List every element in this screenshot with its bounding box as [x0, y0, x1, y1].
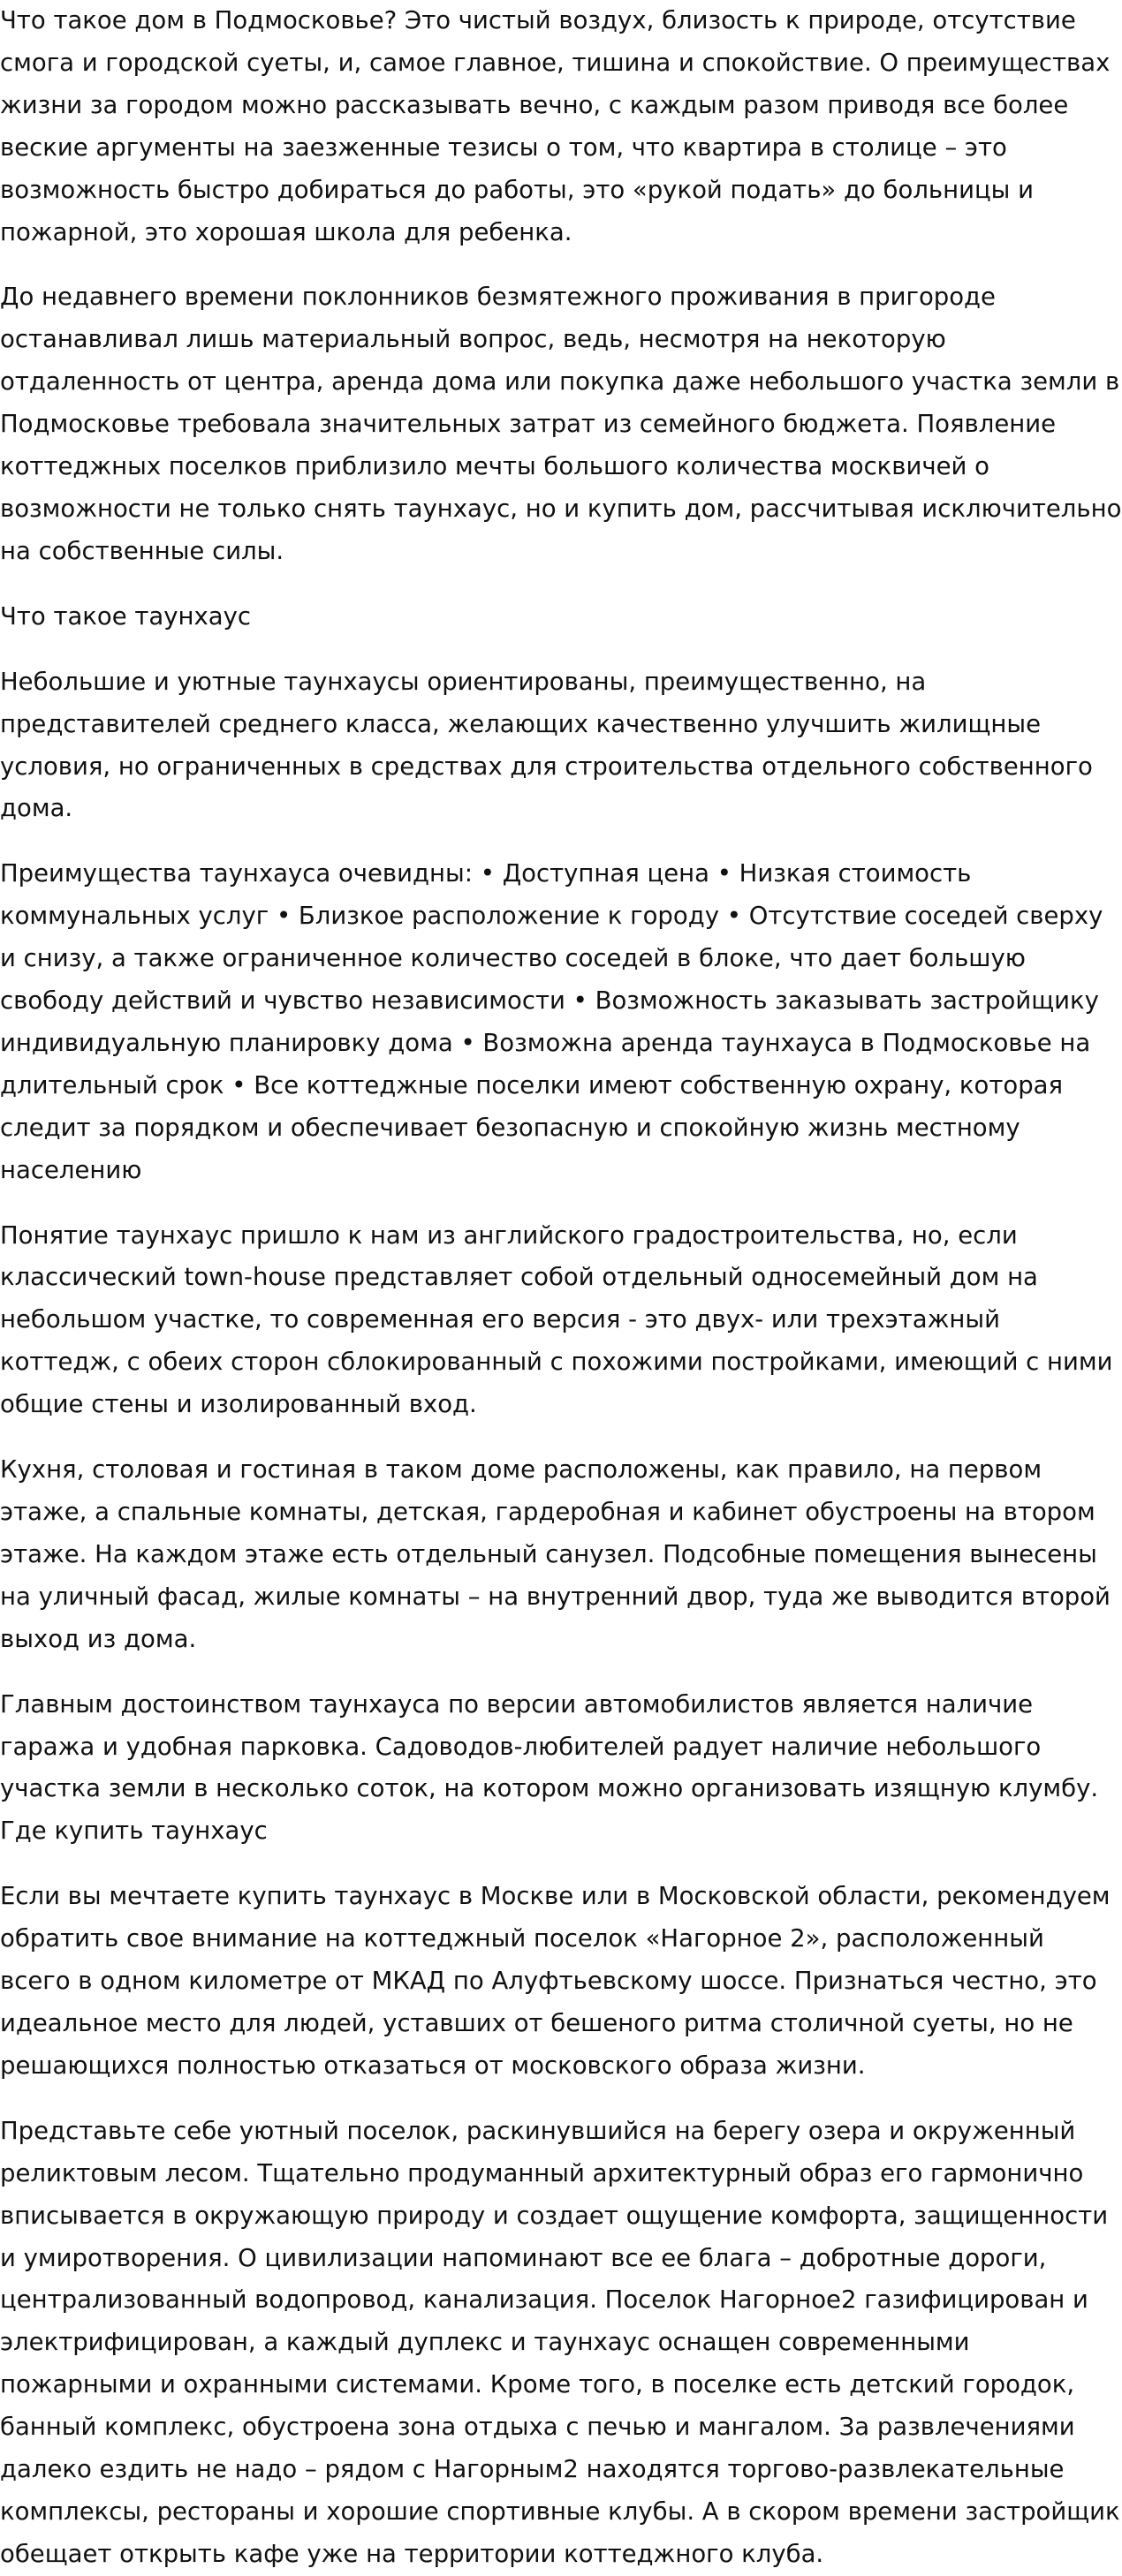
- paragraph-history: До недавнего времени поклонников безмятежного проживания в пригороде останавливал лишь материальный вопрос, ведь, несмотря на некоторую отдаленность от центра, аренда дома или покупка даже небольшого участка земли в Подмосковье требовала значительных затрат из семейного бюджета. Появление коттеджных поселков приблизило мечты большого количества москвичей о возможности не только снять таунхаус, но и купить дом, рассчитывая исключительно на собственные силы.: [0, 283, 1122, 565]
- paragraph-target-audience: Небольшие и уютные таунхаусы ориентированы, преимущественно, на представителей среднего класса, желающих качественно улучшить жилищные условия, но ограниченных в средствах для строительства отдельного собственного дома.: [0, 667, 1093, 823]
- paragraph-layout: Кухня, столовая и гостиная в таком доме расположены, как правило, на первом этаже, а спальные комнаты, детская, гардеробная и кабинет обустроены на втором этаже. На каждом этаже есть отдельный санузел. Подсобные помещения вынесены на уличный фасад, жилые комнаты – на внутренний двор, туда же выводится второй выход из дома.: [0, 1455, 1111, 1653]
- paragraph-intro: Что такое дом в Подмосковье? Это чистый воздух, близость к природе, отсутствие смога и городской суеты, и, самое главное, тишина и спокойствие. О преимуществах жизни за городом можно рассказывать вечно, с каждым разом приводя все более веские аргументы на заезженные тезисы о том, что квартира в столице – это возможность быстро добираться до работы, это «рукой подать» до больницы и пожарной, это хорошая школа для ребенка.: [0, 6, 1111, 246]
- paragraph-nagornoe: Если вы мечтаете купить таунхаус в Москве или в Московской области, рекомендуем обратить свое внимание на коттеджный поселок «Нагорное 2», расположенный всего в одном километре от МКАД по Алуфтьевскому шоссе. Признаться честно, это идеальное место для людей, уставших от бешеного ритма столичной суеты, но не решающихся полностью отказаться от московского образа жизни.: [0, 1882, 1111, 2080]
- paragraph-garage: Главным достоинством таунхауса по версии автомобилистов является наличие гаража и удобная парковка. Садоводов-любителей радует наличие небольшого участка земли в несколько соток, на котором можно организовать изящную клумбу. Где купить таунхаус: [0, 1689, 1099, 1846]
- paragraph-village-description: Представьте себе уютный поселок, раскинувшийся на берегу озера и окруженный реликтовым лесом. Тщательно продуманный архитектурный образ его гармонично вписывается в окружающую природу и создает ощущение комфорта, защищенности и умиротворения. О цивилизации напоминают все ее блага – добротные дороги, централизованный водопровод, канализация. Поселок Нагорное2 газифицирован и электрифицирован, а каждый дуплекс и таунхаус оснащен современными пожарными и охранными системами. Кроме того, в поселке есть детский городок, банный комплекс, обустроена зона отдыха с печью и мангалом. За развлечениями далеко ездить не надо – рядом с Нагорным2 находятся торгово-развлекательные комплексы, рестораны и хорошие спортивные клубы. А в скором времени застройщик обещает открыть кафе уже на территории коттеджного клуба.: [0, 2116, 1120, 2568]
- paragraph-definition: Понятие таунхаус пришло к нам из английского градостроительства, но, если классический town-house представляет собой отдельный односемейный дом на небольшом участке, то современная его версия - это двух- или трехэтажный коттедж, с обеих сторон сблокированный с похожими постройками, имеющий с ними общие стены и изолированный вход.: [0, 1220, 1113, 1419]
- paragraph-advantages: Преимущества таунхауса очевидны: • Доступная цена • Низкая стоимость коммунальных услуг • Близкое расположение к городу • Отсутствие соседей сверху и снизу, а также ограниченное количество соседей в блоке, что дает большую свободу действий и чувство независимости • Возможность заказывать застройщику индивидуальную планировку дома • Возможна аренда таунхауса в Подмосковье на длительный срок • Все коттеджные поселки имеют собственную охрану, которая следит за порядком и обеспечивает безопасную и спокойную жизнь местному населению: [0, 859, 1103, 1184]
- section-heading-what-is-townhouse: Что такое таунхаус: [0, 601, 252, 631]
